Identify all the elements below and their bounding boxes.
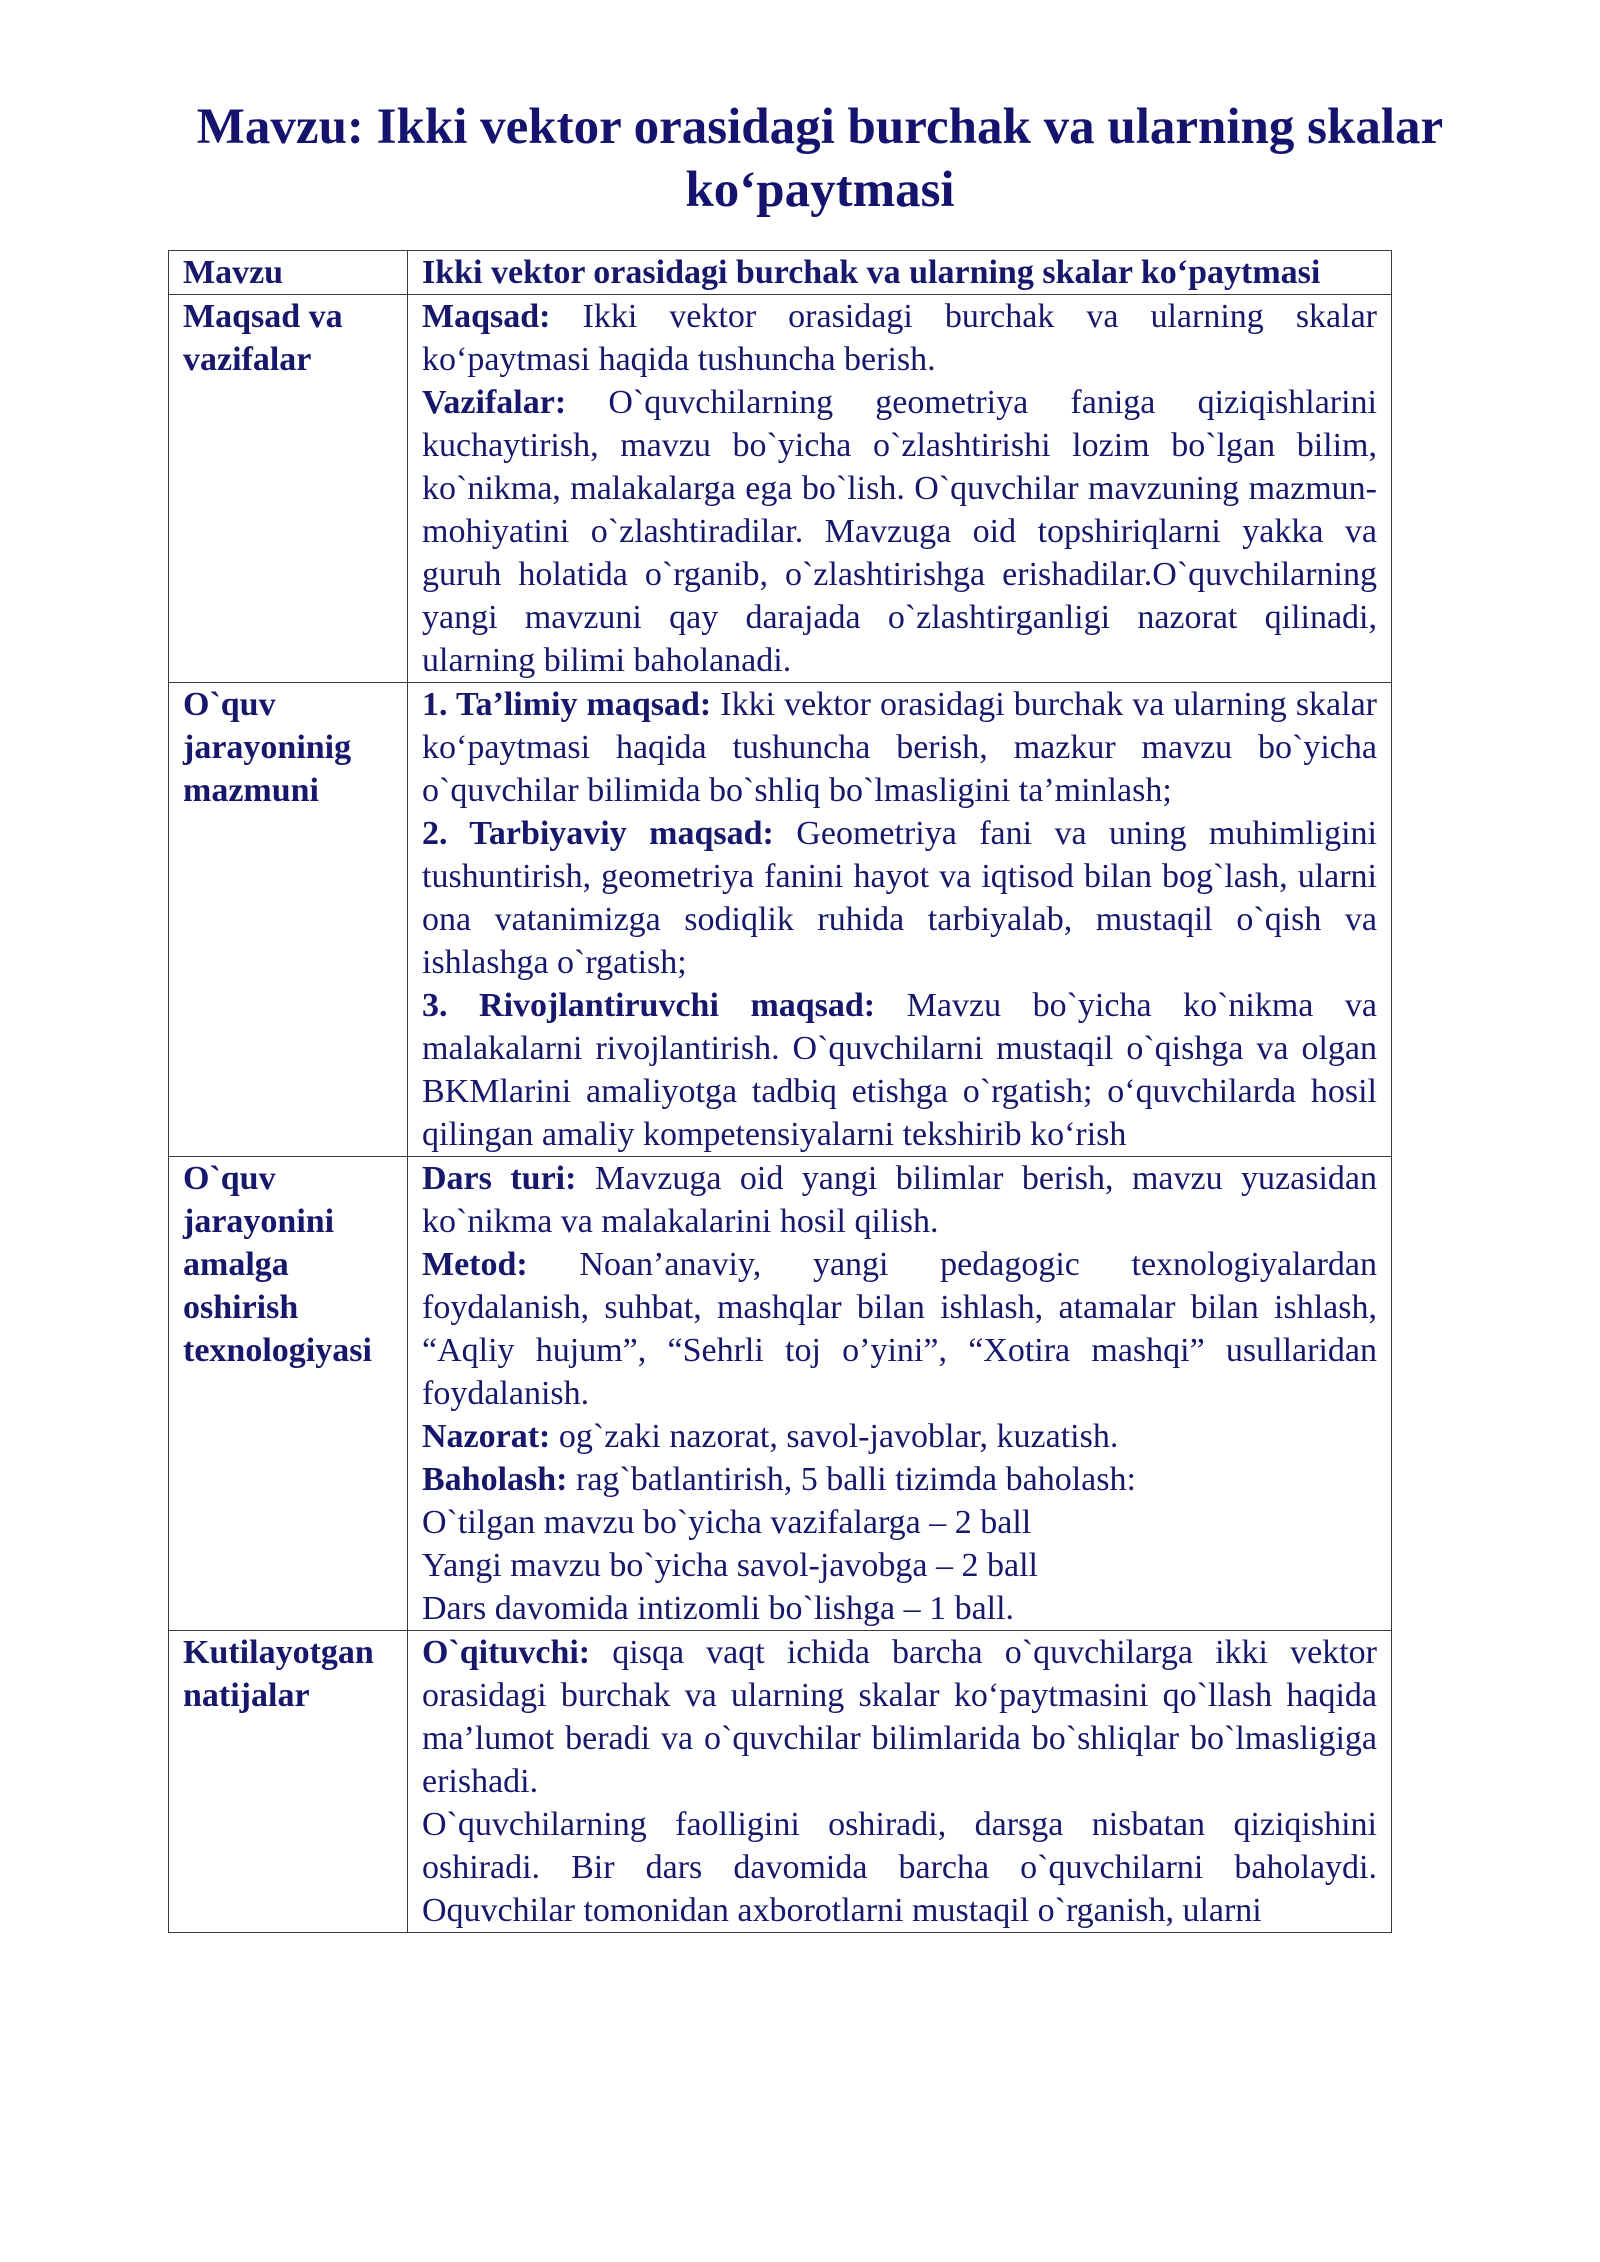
- paragraph-bold: Nazorat:: [422, 1418, 551, 1455]
- paragraph: [422, 1157, 1377, 1243]
- table-row-process-content: [169, 683, 1392, 1157]
- paragraph-bold: Dars turi:: [422, 1160, 577, 1197]
- paragraph-bold: 3. Rivojlantiruvchi maqsad:: [422, 987, 876, 1024]
- row-label: O`quv jarayonini amalga oshirish texnologiyasi: [169, 1157, 408, 1631]
- paragraph-text: O`tilgan mavzu bo`yicha vazifalarga – 2 ball: [422, 1504, 1032, 1541]
- paragraph: [422, 1803, 1377, 1932]
- table-row-technology: [169, 1157, 1392, 1631]
- table-row-goals: [169, 295, 1392, 683]
- paragraph-text: qisqa vaqt ichida barcha o`quvchilarga ikki vektor orasidagi burchak va ularning skalar ko‘paytmasini qo`llash haqida ma’lumot beradi va o`quvchilar bilimlarida bo`shliqlar bo`lmasligiga erishadi.: [422, 1634, 1377, 1800]
- paragraph-text: O`quvchilarning faolligini oshiradi, darsga nisbatan qiziqishini oshiradi. Bir dars davomida barcha o`quvchilarni baholaydi. Oquvchilar tomonidan axborotlarni mustaqil o`rganish, ularni: [422, 1806, 1377, 1929]
- paragraph: [422, 1458, 1377, 1501]
- row-label: Mavzu: [169, 251, 408, 295]
- paragraph-text: Ikki vektor orasidagi burchak va ularning skalar ko‘paytmasi haqida tushuncha berish, mazkur mavzu bo`yicha o`quvchilar bilimida bo`shliq bo`lmasligini ta’minlash;: [422, 686, 1378, 809]
- paragraph-text: Mavzuga oid yangi bilimlar berish, mavzu yuzasidan ko`nikma va malakalarini hosil qilish.: [422, 1160, 1377, 1240]
- paragraph: [422, 812, 1377, 984]
- paragraph-bold: Metod:: [422, 1246, 528, 1283]
- paragraph-text: Dars davomida intizomli bo`lishga – 1 ball.: [422, 1590, 1015, 1627]
- paragraph-text: og`zaki nazorat, savol-javoblar, kuzatish.: [550, 1418, 1119, 1455]
- row-label: Maqsad va vazifalar: [169, 295, 408, 683]
- row-content: [408, 1631, 1392, 1933]
- paragraph-text: rag`batlantirish, 5 balli tizimda baholash:: [567, 1461, 1136, 1498]
- row-content: [408, 683, 1392, 1157]
- paragraph-bold: 2. Tarbiyaviy maqsad:: [422, 815, 774, 852]
- paragraph: [422, 251, 1377, 294]
- paragraph: [422, 984, 1377, 1156]
- row-content: [408, 1157, 1392, 1631]
- row-label: O`quv jarayoninig mazmuni: [169, 683, 408, 1157]
- paragraph-text: Ikki vektor orasidagi burchak va ularning skalar ko‘paytmasi haqida tushuncha berish.: [422, 298, 1377, 378]
- paragraph-text: Geometriya fani va uning muhimligini tushuntirish, geometriya fanini hayot va iqtisod bilan bog`lash, ularni ona vatanimizga sodiqlik ruhida tarbiyalab, mustaqil o`qish va ishlashga o`rgatish;: [422, 815, 1377, 981]
- paragraph-bold: Baholash:: [422, 1461, 568, 1498]
- paragraph: [422, 295, 1377, 381]
- paragraph: [422, 1243, 1377, 1415]
- row-content: [408, 295, 1392, 683]
- paragraph: [422, 1587, 1377, 1630]
- paragraph-text: Mavzu bo`yicha ko`nikma va malakalarni rivojlantirish. O`quvchilarni mustaqil o`qishga va olgan BKMlarini amaliyotga tadbiq etishga o`rgatish; o‘quvchilarda hosil qilingan amaliy kompetensiyalarni tekshirib ko‘rish: [422, 987, 1377, 1153]
- table-row-expected-results: [169, 1631, 1392, 1933]
- paragraph-text: O`quvchilarning geometriya faniga qiziqishlarini kuchaytirish, mavzu bo`yicha o`zlashtirishi lozim bo`lgan bilim, ko`nikma, malakalarga ega bo`lish. O`quvchilar mavzuning mazmun-mohiyatini o`zlashtiradilar. Mavzuga oid topshiriqlarni yakka va guruh holatida o`rganib, o`zlashtirishga erishadilar.O`quvchilarning yangi mavzuni qay darajada o`zlashtirganligi nazorat qilinadi, ularning bilimi baholanadi.: [422, 384, 1377, 679]
- paragraph-bold: Ikki vektor orasidagi burchak va ularning skalar ko‘paytmasi: [422, 254, 1321, 291]
- table-row-topic: [169, 251, 1392, 295]
- paragraph: [422, 1631, 1377, 1803]
- lesson-plan-table: [168, 250, 1392, 1933]
- paragraph-bold: O`qituvchi:: [422, 1634, 591, 1671]
- paragraph-bold: Maqsad:: [422, 298, 551, 335]
- paragraph: [422, 1415, 1377, 1458]
- paragraph-text: Noan’anaviy, yangi pedagogic texnologiyalardan foydalanish, suhbat, mashqlar bilan ishlash, atamalar bilan ishlash, “Aqliy hujum”, “Sehrli toj o’yini”, “Xotira mashqi” usullaridan foydalanish.: [422, 1246, 1377, 1412]
- row-content: [408, 251, 1392, 295]
- paragraph-bold: Vazifalar:: [422, 384, 567, 421]
- paragraph: [422, 1544, 1377, 1587]
- document-title: Mavzu: Ikki vektor orasidagi burchak va ularning skalar ko‘paytmasi: [196, 99, 1444, 218]
- paragraph: [422, 683, 1377, 812]
- paragraph-bold: 1. Ta’limiy maqsad:: [422, 686, 712, 723]
- paragraph: [422, 1501, 1377, 1544]
- paragraph-text: Yangi mavzu bo`yicha savol-javobga – 2 ball: [422, 1547, 1038, 1584]
- paragraph: [422, 381, 1377, 682]
- row-label: Kutilayotgan natijalar: [169, 1631, 408, 1933]
